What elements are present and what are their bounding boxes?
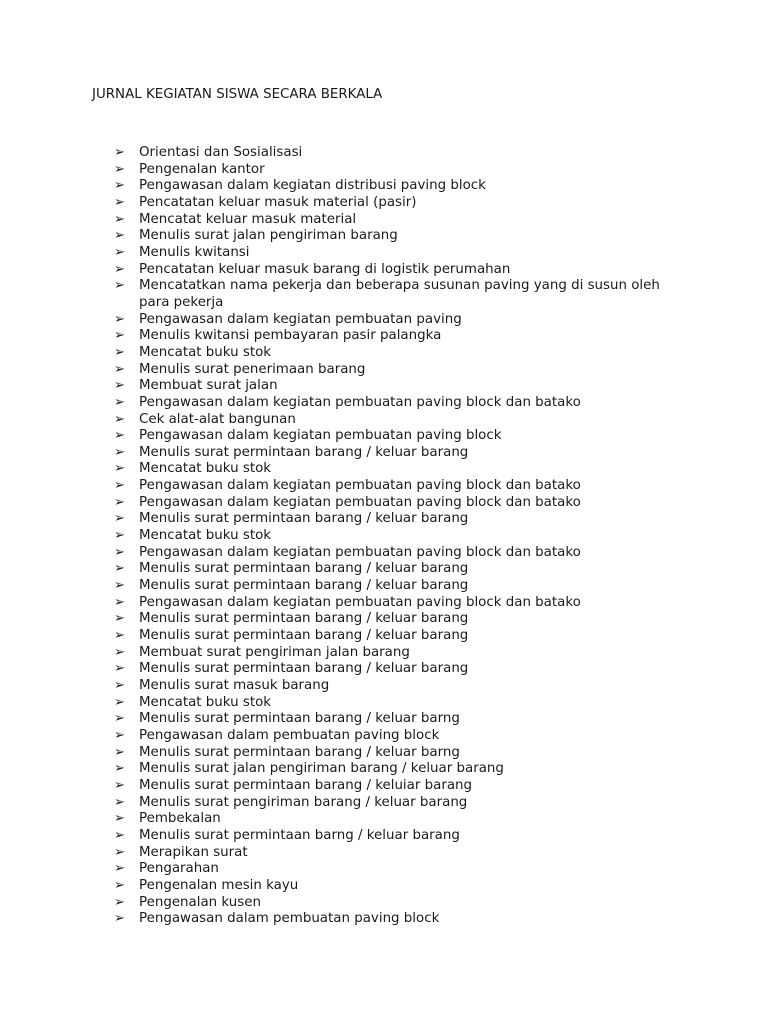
list-item — [114, 312, 674, 329]
arrowhead-bullet-icon: ➢ — [114, 694, 125, 710]
list-item — [114, 778, 674, 795]
list-item-text: Cek alat-alat bangunan — [139, 411, 296, 427]
list-item — [114, 561, 674, 578]
arrowhead-bullet-icon: ➢ — [114, 478, 125, 494]
arrowhead-bullet-icon: ➢ — [114, 594, 125, 610]
list-item-text: Menulis surat jalan pengiriman barang — [139, 228, 398, 244]
list-item — [114, 545, 674, 562]
list-item-text: Pengawasan dalam kegiatan pembuatan paving block dan batako — [139, 594, 581, 610]
list-item-text: Menulis kwitansi — [139, 244, 250, 260]
list-item-text: Pengawasan dalam kegiatan pembuatan paving block — [139, 428, 502, 444]
arrowhead-bullet-icon: ➢ — [114, 244, 125, 260]
list-item-text: Pengawasan dalam kegiatan distribusi paving block — [139, 178, 486, 194]
list-item-text: Menulis kwitansi pembayaran pasir palangka — [139, 328, 442, 344]
list-item-text: Menulis surat permintaan barang / keluar barang — [139, 561, 469, 577]
list-item-text: Pengenalan kantor — [139, 161, 265, 177]
list-item-text: Pengawasan dalam kegiatan pembuatan paving block dan batako — [139, 494, 581, 510]
arrowhead-bullet-icon: ➢ — [114, 328, 125, 344]
list-item — [114, 728, 674, 745]
list-item-text: Menulis surat permintaan barang / keluar barang — [139, 578, 469, 594]
list-item-text: Pengawasan dalam kegiatan pembuatan paving — [139, 311, 462, 327]
list-item — [114, 745, 674, 762]
list-item — [114, 711, 674, 728]
arrowhead-bullet-icon: ➢ — [114, 178, 125, 194]
list-item — [114, 645, 674, 662]
list-item-text: Pencatatan keluar masuk barang di logistik perumahan — [139, 261, 511, 277]
list-item — [114, 828, 674, 845]
list-item — [114, 661, 674, 678]
list-item — [114, 428, 674, 445]
list-item — [114, 395, 674, 412]
arrowhead-bullet-icon: ➢ — [114, 578, 125, 594]
arrowhead-bullet-icon: ➢ — [114, 428, 125, 444]
arrowhead-bullet-icon: ➢ — [114, 794, 125, 810]
arrowhead-bullet-icon: ➢ — [114, 444, 125, 460]
list-item — [114, 528, 674, 545]
arrowhead-bullet-icon: ➢ — [114, 877, 125, 893]
arrowhead-bullet-icon: ➢ — [114, 344, 125, 360]
list-item — [114, 278, 674, 311]
activity-list — [114, 145, 674, 928]
arrowhead-bullet-icon: ➢ — [114, 161, 125, 177]
arrowhead-bullet-icon: ➢ — [114, 827, 125, 843]
list-item — [114, 345, 674, 362]
list-item — [114, 861, 674, 878]
list-item — [114, 678, 674, 695]
list-item-text: Menulis surat permintaan barang / keluiar barang — [139, 777, 473, 793]
list-item — [114, 245, 674, 262]
list-item-text: Pengawasan dalam kegiatan pembuatan paving block dan batako — [139, 544, 581, 560]
list-item — [114, 445, 674, 462]
arrowhead-bullet-icon: ➢ — [114, 611, 125, 627]
list-item-text: Menulis surat permintaan barang / keluar barng — [139, 711, 460, 727]
arrowhead-bullet-icon: ➢ — [114, 727, 125, 743]
arrowhead-bullet-icon: ➢ — [114, 761, 125, 777]
arrowhead-bullet-icon: ➢ — [114, 261, 125, 277]
arrowhead-bullet-icon: ➢ — [114, 561, 125, 577]
arrowhead-bullet-icon: ➢ — [114, 194, 125, 210]
arrowhead-bullet-icon: ➢ — [114, 628, 125, 644]
arrowhead-bullet-icon: ➢ — [114, 211, 125, 227]
arrowhead-bullet-icon: ➢ — [114, 911, 125, 927]
list-item — [114, 611, 674, 628]
arrowhead-bullet-icon: ➢ — [114, 711, 125, 727]
arrowhead-bullet-icon: ➢ — [114, 544, 125, 560]
list-item — [114, 761, 674, 778]
list-item — [114, 162, 674, 179]
list-item-text: Mencatat buku stok — [139, 694, 272, 710]
list-item — [114, 628, 674, 645]
list-item-text: Mencatat keluar masuk material — [139, 211, 357, 227]
list-item-text: Menulis surat permintaan barang / keluar barang — [139, 628, 469, 644]
arrowhead-bullet-icon: ➢ — [114, 811, 125, 827]
arrowhead-bullet-icon: ➢ — [114, 861, 125, 877]
list-item — [114, 495, 674, 512]
list-item-text: Pengenalan mesin kayu — [139, 877, 299, 893]
list-item-text: Menulis surat masuk barang — [139, 678, 330, 693]
list-item-text: Pengenalan kusen — [139, 894, 261, 910]
arrowhead-bullet-icon: ➢ — [114, 511, 125, 527]
list-item — [114, 695, 674, 712]
list-item-text: Membuat surat pengiriman jalan barang — [139, 644, 410, 660]
list-item — [114, 578, 674, 595]
arrowhead-bullet-icon: ➢ — [114, 494, 125, 510]
list-item — [114, 878, 674, 895]
arrowhead-bullet-icon: ➢ — [114, 777, 125, 793]
list-item — [114, 178, 674, 195]
list-item-text: Menulis surat permintaan barang / keluar barang — [139, 444, 469, 460]
arrowhead-bullet-icon: ➢ — [114, 311, 125, 327]
list-item — [114, 262, 674, 279]
list-item-text: Menulis surat jalan pengiriman barang / keluar barang — [139, 761, 504, 777]
arrowhead-bullet-icon: ➢ — [114, 361, 125, 377]
document-title: JURNAL KEGIATAN SISWA SECARA BERKALA — [92, 87, 383, 102]
list-item — [114, 845, 674, 862]
list-item-text: Menulis surat permintaan barang / keluar barang — [139, 611, 469, 627]
arrowhead-bullet-icon: ➢ — [114, 744, 125, 760]
list-item-text: Pembekalan — [139, 811, 221, 827]
arrowhead-bullet-icon: ➢ — [114, 661, 125, 677]
arrowhead-bullet-icon: ➢ — [114, 394, 125, 410]
list-item-text: Pengawasan dalam kegiatan pembuatan paving block dan batako — [139, 478, 581, 494]
list-item-text: Menulis surat permintaan barng / keluar barang — [139, 827, 460, 843]
list-item-text: Mencatat buku stok — [139, 528, 272, 544]
arrowhead-bullet-icon: ➢ — [114, 461, 125, 477]
arrowhead-bullet-icon: ➢ — [114, 894, 125, 910]
list-item — [114, 195, 674, 212]
list-item — [114, 328, 674, 345]
list-item — [114, 228, 674, 245]
list-item — [114, 461, 674, 478]
list-item-text: Pengawasan dalam pembuatan paving block — [139, 911, 440, 927]
list-item-text: Menulis surat permintaan barang / keluar barang — [139, 661, 469, 677]
list-item-text: Menulis surat permintaan barang / keluar barang — [139, 511, 469, 527]
list-item — [114, 412, 674, 429]
list-item — [114, 378, 674, 395]
list-item-text: Mencatatkan nama pekerja dan beberapa susunan paving yang di susun oleh para pekerja — [139, 278, 660, 310]
arrowhead-bullet-icon: ➢ — [114, 844, 125, 860]
list-item — [114, 795, 674, 812]
list-item — [114, 478, 674, 495]
list-item-text: Menulis surat permintaan barang / keluar barng — [139, 744, 460, 760]
list-item — [114, 811, 674, 828]
arrowhead-bullet-icon: ➢ — [114, 678, 125, 693]
list-item — [114, 145, 674, 162]
arrowhead-bullet-icon: ➢ — [114, 145, 125, 160]
arrowhead-bullet-icon: ➢ — [114, 528, 125, 544]
list-item-text: Membuat surat jalan — [139, 378, 278, 394]
list-item-text: Menulis surat penerimaan barang — [139, 361, 366, 377]
list-item-text: Pengawasan dalam pembuatan paving block — [139, 727, 440, 743]
arrowhead-bullet-icon: ➢ — [114, 411, 125, 427]
arrowhead-bullet-icon: ➢ — [114, 644, 125, 660]
arrowhead-bullet-icon: ➢ — [114, 378, 125, 394]
arrowhead-bullet-icon: ➢ — [114, 228, 125, 244]
list-item-text: Menulis surat pengiriman barang / keluar barang — [139, 794, 468, 810]
list-item — [114, 911, 674, 928]
list-item-text: Pencatatan keluar masuk material (pasir) — [139, 194, 417, 210]
list-item-text: Pengawasan dalam kegiatan pembuatan paving block dan batako — [139, 394, 581, 410]
list-item — [114, 212, 674, 229]
list-item — [114, 362, 674, 379]
list-item-text: Merapikan surat — [139, 844, 248, 860]
list-item — [114, 595, 674, 612]
list-item-text: Mencatat buku stok — [139, 461, 272, 477]
list-item — [114, 895, 674, 912]
list-item-text: Pengarahan — [139, 861, 219, 877]
list-item — [114, 511, 674, 528]
list-item-text: Orientasi dan Sosialisasi — [139, 145, 303, 160]
list-item-text: Mencatat buku stok — [139, 344, 272, 360]
arrowhead-bullet-icon: ➢ — [114, 278, 125, 294]
